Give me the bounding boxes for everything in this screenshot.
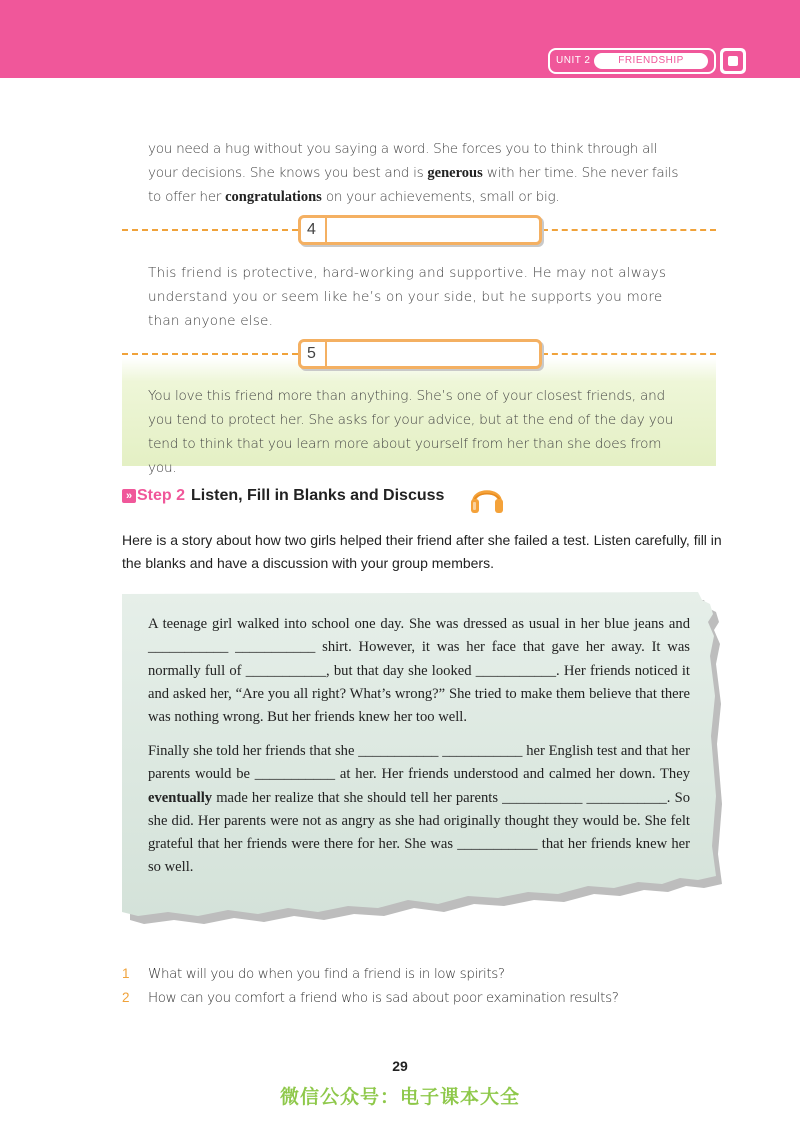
unit-label: UNIT 2 [556, 55, 591, 66]
vocab-generous: generous [427, 165, 483, 181]
discussion-question-1: 1 What will you do when you find a friend is in low spirits? [122, 966, 505, 982]
double-chevron-right-icon: » [122, 489, 136, 503]
answer-box-number: 4 [307, 221, 316, 238]
watermark-text: 微信公众号：电子课本大全 [279, 1087, 520, 1108]
discussion-question-2: 2 How can you comfort a friend who is sad about poor examination results? [122, 990, 619, 1006]
page-number: 29 [392, 1058, 408, 1074]
passage-paragraph-3: You love this friend more than anything. She’s one of your closest friends, and you tend to protect her. She asks for your advice, but at the end of the day you tend to think that you learn more about yourself from her than she does from you. [148, 388, 674, 476]
vocab-congratulations: congratulations [225, 189, 322, 205]
step2-instructions: Here is a story about how two girls helped their friend after she failed a test. Listen carefully, fill in the blanks and have a discussion with your group members. [122, 532, 722, 571]
unit-title: FRIENDSHIP [594, 53, 708, 69]
story-paragraph-2: Finally she told her friends that she ___________ ___________ her English test and that her parents would be ___________ at her. Her friends understood and calmed her down. They eventually made her realize that she should tell her parents ___________ ___________. So she did. Her parents were not as angry as she had originally thought they would be. She felt grateful that her friends were there for her. She was ___________ that her friends knew her so well. [148, 743, 690, 876]
story-paragraph-1: A teenage girl walked into school one day. She was dressed as usual in her blue jeans and ___________ ___________ shirt. However, it was her face that gave her away. It was normally full of ___________, but that day she looked ___________. Her friends noticed it and asked her, “Are you all right? What’s wrong?” She tried to make them believe that there was nothing wrong. But her friends knew her too well. [148, 616, 690, 726]
vocab-eventually: eventually [148, 789, 213, 806]
step-tag: Step 2 [137, 487, 186, 504]
passage-paragraph-2: This friend is protective, hard-working and supportive. He may not always understand you or seem like he’s on your side, but he supports you more than anyone else. [148, 265, 667, 329]
answer-box-number: 5 [307, 345, 316, 362]
step-title: Listen, Fill in Blanks and Discuss [191, 487, 445, 504]
passage-paragraph-1: you need a hug without you saying a word. She forces you to think through all your decisions. She knows you best and is generous with her time. She never fails to offer her congratulations on your achievements, small or big. [148, 141, 679, 205]
